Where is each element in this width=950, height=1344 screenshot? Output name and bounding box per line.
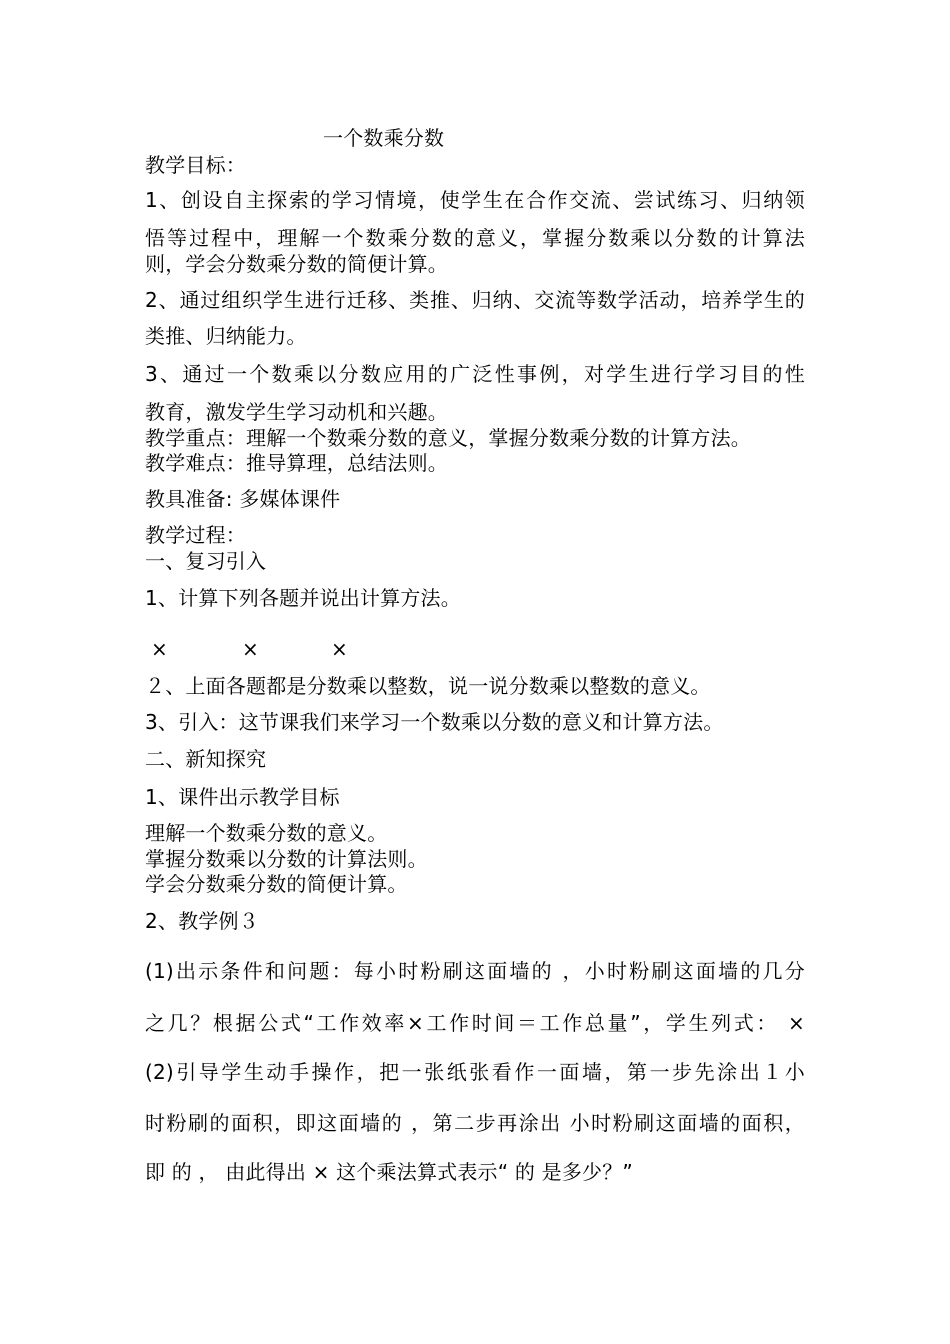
objectives-heading: 教学目标： — [145, 153, 246, 177]
objective-3-line-1: 3、通过一个数乘以分数应用的广泛性事例，对学生进行学习目的性 — [145, 362, 805, 386]
objective-1-line-3: 则，学会分数乘分数的简便计算。 — [145, 252, 448, 276]
step-2-line-1: (2)引导学生动手操作，把一张纸张看作一面墙，第一步先涂出１小 — [145, 1060, 805, 1084]
goal-rule: 掌握分数乘以分数的计算法则。 — [145, 847, 428, 871]
process-heading: 教学过程： — [145, 523, 246, 547]
key-point: 教学重点：理解一个数乘分数的意义，掌握分数乘分数的计算方法。 — [145, 426, 751, 450]
explore-item-1: 1、课件出示教学目标 — [145, 785, 340, 809]
difficulty: 教学难点：推导算理，总结法则。 — [145, 451, 448, 475]
review-item-2: ２、上面各题都是分数乘以整数，说一说分数乘以整数的意义。 — [145, 674, 711, 698]
multiply-sign-1: × — [151, 637, 168, 661]
objective-2-line-2: 类推、归纳能力。 — [145, 324, 307, 348]
multiply-sign-2: × — [242, 637, 259, 661]
section-2-heading: 二、新知探究 — [145, 747, 267, 771]
objective-3-line-2: 教育，激发学生学习动机和兴趣。 — [145, 400, 448, 424]
step-1-line-1: (1)出示条件和问题：每小时粉刷这面墙的 ，小时粉刷这面墙的几分 — [145, 959, 805, 983]
review-item-3: 3、引入：这节课我们来学习一个数乘以分数的意义和计算方法。 — [145, 710, 724, 734]
goal-simplify: 学会分数乘分数的简便计算。 — [145, 872, 408, 896]
section-1-heading: 一、复习引入 — [145, 549, 267, 573]
goal-meaning: 理解一个数乘分数的意义。 — [145, 821, 388, 845]
explore-item-2: 2、教学例３ — [145, 909, 259, 933]
objective-1-line-1: 1、创设自主探索的学习情境，使学生在合作交流、尝试练习、归纳领 — [145, 188, 805, 212]
step-2-line-3: 即 的 ， 由此得出 × 这个乘法算式表示“ 的 是多少？” — [145, 1160, 633, 1184]
objective-2-line-1: 2、通过组织学生进行迁移、类推、归纳、交流等数学活动，培养学生的 — [145, 288, 805, 312]
materials: 教具准备: 多媒体课件 — [145, 487, 341, 511]
review-item-1: 1、计算下列各题并说出计算方法。 — [145, 586, 461, 610]
document-title: 一个数乘分数 — [323, 126, 445, 150]
multiply-sign-3: × — [331, 637, 348, 661]
step-1-line-2: 之几？根据公式“工作效率×工作时间＝工作总量”，学生列式： × — [145, 1011, 805, 1035]
objective-1-line-2: 悟等过程中，理解一个数乘分数的意义，掌握分数乘以分数的计算法 — [145, 226, 805, 250]
step-2-line-2: 时粉刷的面积，即这面墙的 ，第二步再涂出 小时粉刷这面墙的面积， — [145, 1111, 805, 1135]
